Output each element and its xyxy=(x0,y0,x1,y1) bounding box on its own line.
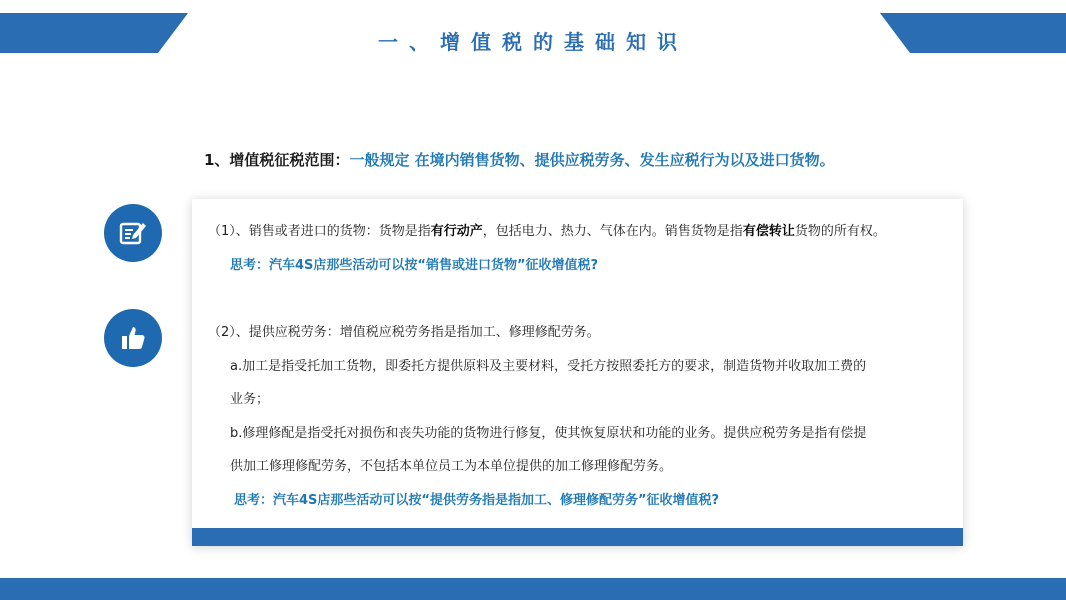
section1-mid: ，包括电力、热力、气体在内。销售货物是指 xyxy=(482,224,743,239)
footer-band xyxy=(0,578,1066,600)
scope-statement xyxy=(204,150,835,170)
section2-a-line2: 业务； xyxy=(230,392,270,407)
scope-label: 1、增值税征税范围： xyxy=(204,151,350,169)
thumbs-up-icon xyxy=(104,309,162,367)
section1-text xyxy=(208,223,886,241)
edit-note-icon xyxy=(104,204,162,262)
content-card xyxy=(192,199,963,546)
section1-suffix: 货物的所有权。 xyxy=(794,224,886,239)
section1-bold-paid-transfer: 有偿转让 xyxy=(742,224,795,239)
page-title: 一、增值税的基础知识 xyxy=(378,30,688,54)
section1-prefix: （1）、销售或者进口的货物：货物是指 xyxy=(208,224,431,239)
section2-a-line1: a.加工是指受托加工货物，即委托方提供原料及主要材料，受托方按照委托方的要求，制造货物并收取加工费的 xyxy=(230,359,867,374)
card-footer-bar xyxy=(192,528,963,546)
section1-bold-movable: 有行动产 xyxy=(430,224,483,239)
section2-b-line1: b.修理修配是指受托对损伤和丧失功能的货物进行修复，使其恢复原状和功能的业务。提供应税劳务是指有偿提 xyxy=(230,426,867,441)
section2-think: 思考：汽车4S店那些活动可以按“提供劳务指是指加工、修理修配劳务”征收增值税? xyxy=(234,493,720,508)
scope-value: 一般规定 在境内销售货物、提供应税劳务、发生应税行为以及进口货物。 xyxy=(349,151,835,169)
section2-b-line2: 供加工修理修配劳务，不包括本单位员工为本单位提供的加工修理修配劳务。 xyxy=(230,459,673,474)
section2-heading: （2）、提供应税劳务：增值税应税劳务指是指加工、修理修配劳务。 xyxy=(208,325,600,340)
section1-think: 思考：汽车4S店那些活动可以按“销售或进口货物”征收增值税? xyxy=(230,258,599,273)
